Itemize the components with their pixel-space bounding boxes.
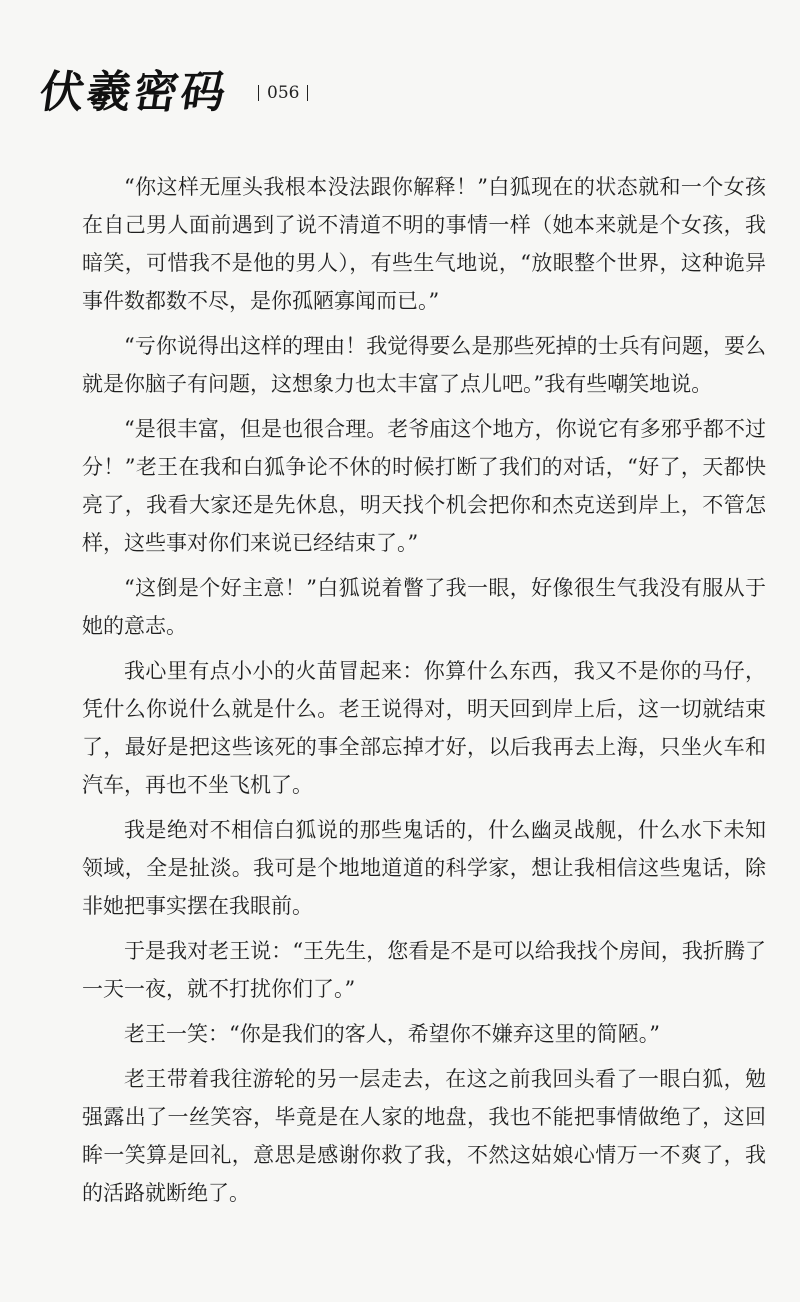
paragraph: “是很丰富，但是也很合理。老爷庙这个地方，你说它有多邪乎都不过分！”老王在我和白狐争论不休的时候打断了我们的对话，“好了，天都快亮了，我看大家还是先休息，明天找个机会把你和杰克送到岸上，不管怎样，这些事对你们来说已经结束了。” xyxy=(82,417,766,555)
paragraph: 我是绝对不相信白狐说的那些鬼话的，什么幽灵战舰，什么水下未知领域，全是扯淡。我可是个地地道道的科学家，想让我相信这些鬼话，除非她把事实摆在我眼前。 xyxy=(82,818,766,918)
page-header xyxy=(36,66,316,120)
body-text xyxy=(82,168,766,1219)
book-title: 伏羲密码 xyxy=(36,67,232,118)
paragraph: 老王带着我往游轮的另一层走去，在这之前我回头看了一眼白狐，勉强露出了一丝笑容，毕竟是在人家的地盘，我也不能把事情做绝了，这回眸一笑算是回礼，意思是感谢你救了我，不然这姑娘心情万一不爽了，我的活路就断绝了。 xyxy=(82,1067,766,1205)
paragraph: 我心里有点小小的火苗冒起来：你算什么东西，我又不是你的马仔，凭什么你说什么就是什么。老王说得对，明天回到岸上后，这一切就结束了，最好是把这些该死的事全部忘掉才好，以后我再去上海，只坐火车和汽车，再也不坐飞机了。 xyxy=(82,659,766,797)
paragraph: “亏你说得出这样的理由！我觉得要么是那些死掉的士兵有问题，要么就是你脑子有问题，这想象力也太丰富了点儿吧。”我有些嘲笑地说。 xyxy=(82,334,766,396)
paragraph: 老王一笑：“你是我们的客人，希望你不嫌弃这里的简陋。” xyxy=(124,1022,660,1046)
page-number: 056 xyxy=(267,83,300,103)
page-number-box xyxy=(250,83,316,103)
divider-left xyxy=(258,85,259,101)
divider-right xyxy=(307,85,308,101)
paragraph: 于是我对老王说：“王先生，您看是不是可以给我找个房间，我折腾了一天一夜，就不打扰你们了。” xyxy=(82,939,766,1001)
paragraph: “你这样无厘头我根本没法跟你解释！”白狐现在的状态就和一个女孩在自己男人面前遇到了说不清道不明的事情一样（她本来就是个女孩，我暗笑，可惜我不是他的男人），有些生气地说，“放眼整个世界，这种诡异事件数都数不尽，是你孤陋寡闻而已。” xyxy=(82,175,766,313)
paragraph: “这倒是个好主意！”白狐说着瞥了我一眼，好像很生气我没有服从于她的意志。 xyxy=(82,576,766,638)
